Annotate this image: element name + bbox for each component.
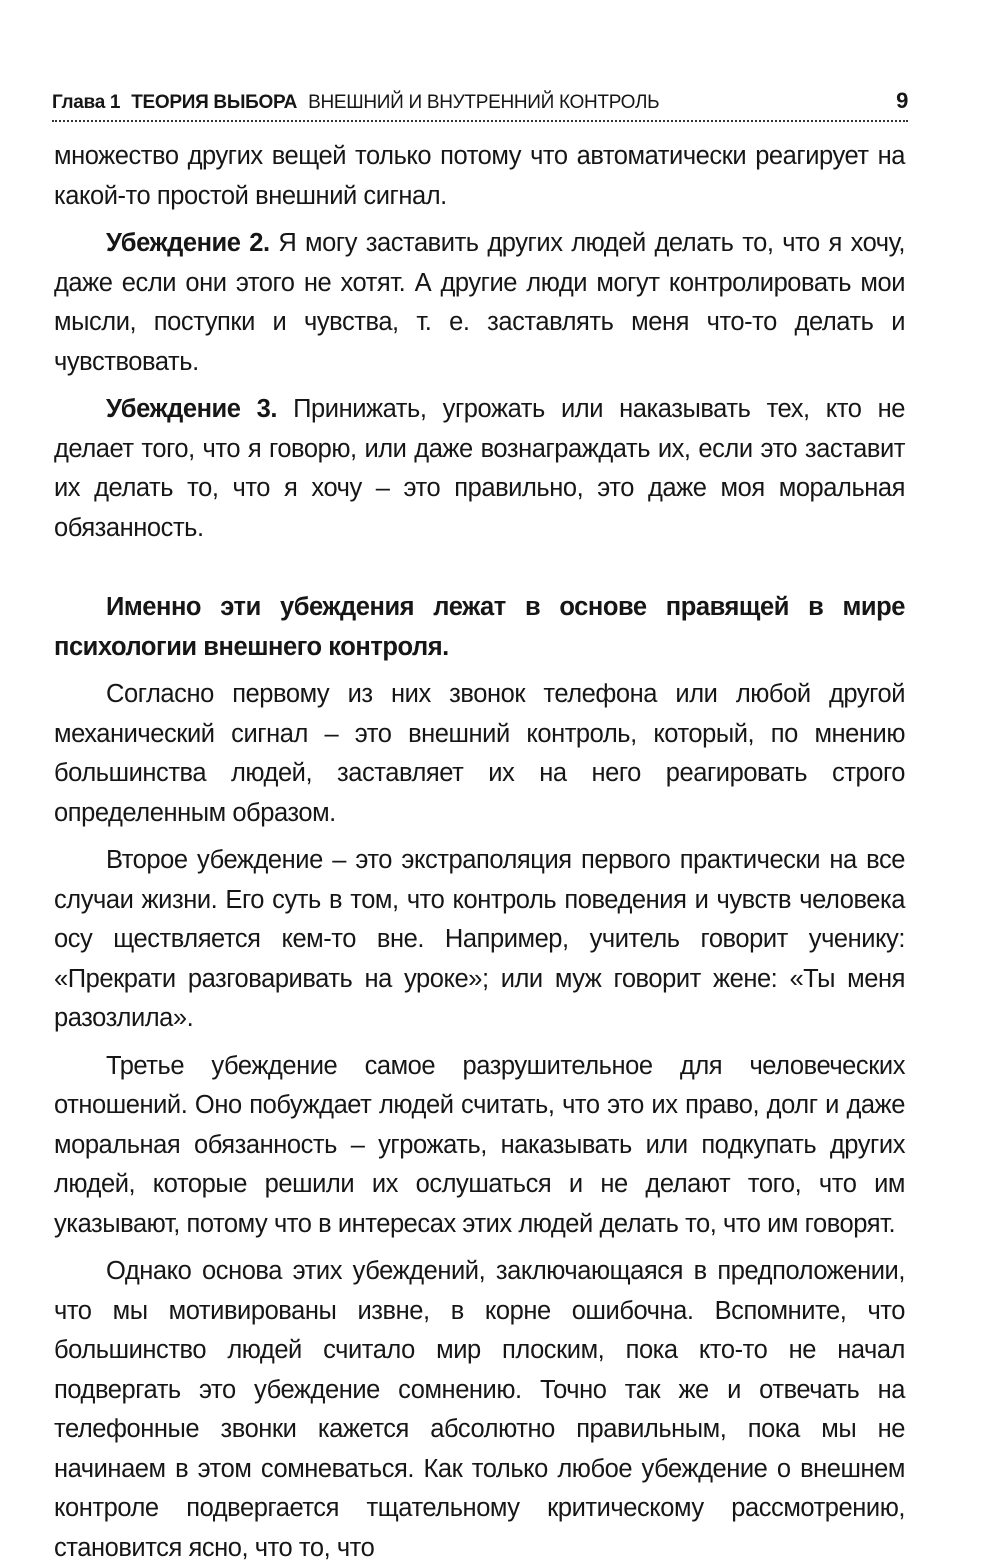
belief-3-lead: Убеждение 3.: [106, 395, 278, 423]
belief-2-lead: Убеждение 2.: [106, 229, 270, 257]
page-body: [54, 137, 905, 1568]
running-header: [52, 80, 908, 122]
paragraph-8: Однако основа этих убеждений, заключающаяся в предположении, что мы мотивированы извне, в корне ошибочна. Вспомните, что большинство людей считало мир плоским, пока кто-то не начал подвергать это убеждение сомнению. Точно так же и отвечать на телефонные звонки кажется абсолютно правильным, пока мы не начинаем в этом сомневаться. Как только любое убеждение о внешнем контроле подвергается тщательному критическому рассмотрению, становится ясно, что то, что: [54, 1257, 905, 1562]
paragraph-7: Третье убеждение самое разрушительное для человеческих отношений. Оно побуждает людей считать, что это их право, долг и даже моральная обязанность – угрожать, наказывать или подкупать других людей, которые решили их ослушаться и не делают того, что им указывают, потому что в интересах этих людей делать то, что им говорят.: [54, 1051, 905, 1238]
chapter-label: Глава 1: [52, 92, 121, 113]
paragraph-1: множество других вещей только потому что автоматически реагирует на какой-то простой внешний сигнал.: [54, 142, 905, 210]
section-title: ВНЕШНИЙ И ВНУТРЕННИЙ КОНТРОЛЬ: [308, 92, 660, 113]
paragraph-5: Согласно первому из них звонок телефона или любой другой механический сигнал – это внешний контроль, который, по мнению большинства людей, заставляет их на него реагировать строго определенным образом.: [54, 680, 905, 827]
page-number: 9: [896, 88, 908, 113]
paragraph-4: Именно эти убеждения лежат в основе правящей в мире психологии внешнего контроля.: [54, 593, 905, 661]
part-title: ТЕОРИЯ ВЫБОРА: [131, 92, 298, 113]
paragraph-6: Второе убеждение – это экстраполяция первого практически на все случаи жизни. Его суть в том, что контроль поведения и чувств человека осу ществляется кем-то вне. Например, учитель говорит ученику: «Прекрати разговаривать на уроке»; или муж говорит жене: «Ты меня разозлила».: [54, 846, 905, 1032]
belief-3-text: Принижать, угрожать или наказывать тех, кто не делает того, что я говорю, или даже вознаграждать их, если это заставит их делать то, что я хочу – это правильно, это даже моя моральная обязанность.: [54, 395, 905, 542]
running-head-title: [52, 92, 659, 114]
paragraph-belief-2: [54, 224, 905, 382]
paragraph-belief-3: [54, 390, 905, 548]
belief-2-text: Я могу заставить других людей делать то, что я хочу, даже если они этого не хотят. А другие люди могут контролировать мои мысли, поступки и чувства, т. е. заставлять меня что-то делать и чувствовать.: [54, 229, 905, 376]
